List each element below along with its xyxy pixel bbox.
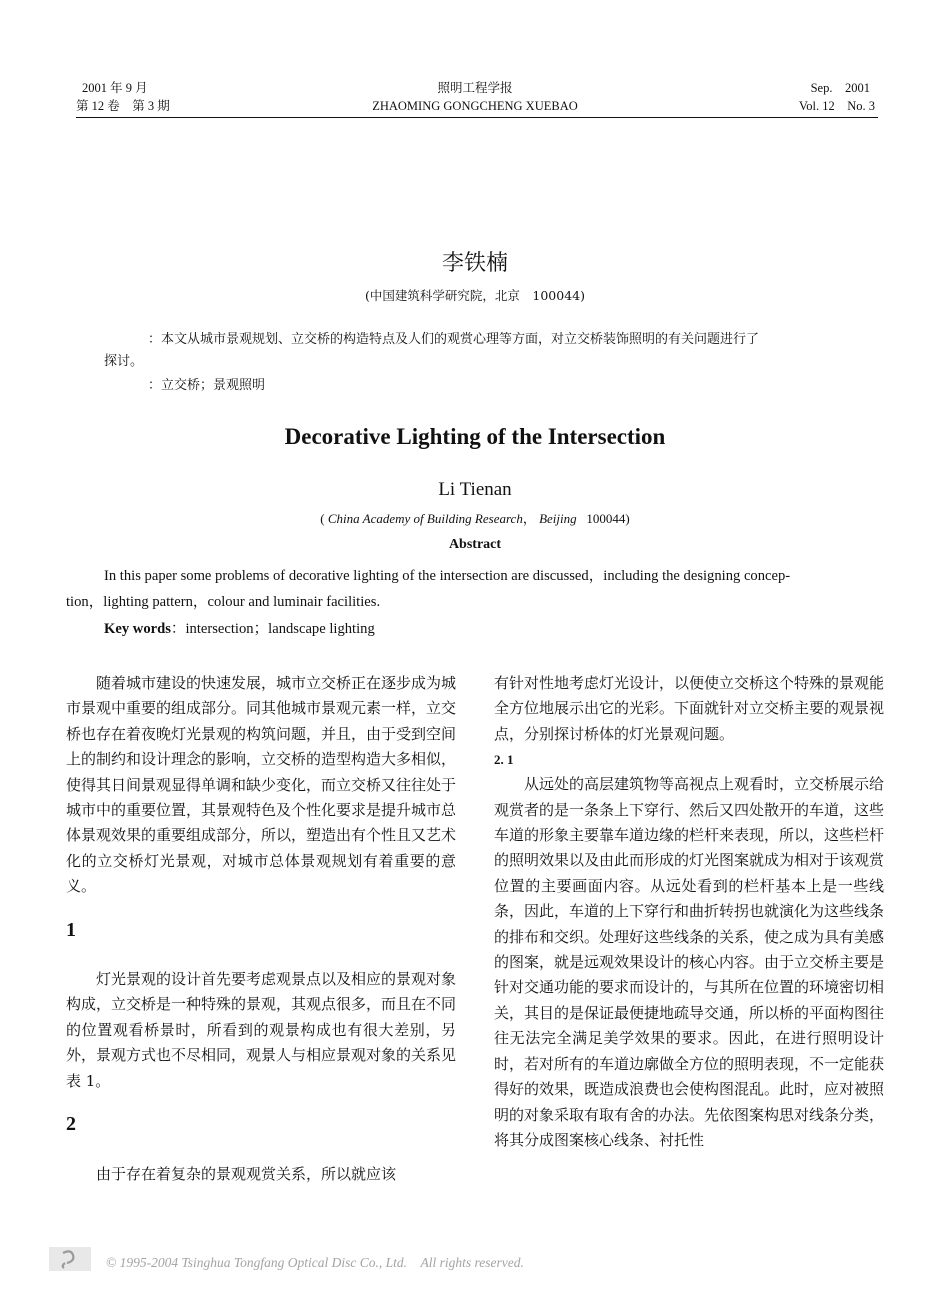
affiliation-cn: (中国建筑科学研究院，北京 100044)	[365, 288, 585, 303]
abstract-en-line1: In this paper some problems of decorative lighting of the intersection are discussed，including the designing concep-	[104, 568, 791, 584]
publisher-logo	[49, 1247, 91, 1271]
abstract-cn-prefix: ：	[148, 332, 162, 347]
section-1-heading: 1	[66, 918, 76, 941]
section-2-heading: 2	[66, 1113, 76, 1136]
journal-volume: 第 12 卷 第 3 期	[76, 99, 170, 113]
intro-paragraph: 随着城市建设的快速发展，城市立交桥正在逐步成为城市景观中重要的组成部分。同其他城市景观元素一样，立交桥也存在着夜晚灯光景观的构筑问题，并且，由于受到空间上的制约和设计理念的影响，立交桥的造型构造大多相似，使得其日间景观显得单调和缺少变化，而立交桥又往往处于城市中的重要位置，其景观特色及个性化要求是提升城市总体景观效果的重要组成部分，所以，塑造出有个性且又艺术化的立交桥灯光景观，对城市总体景观规划有着重要的意义。	[66, 674, 457, 896]
affiliation-en-city: Beijing	[539, 511, 577, 526]
abstract-cn	[148, 329, 868, 351]
journal-volume-en: Vol. 12 No. 3	[798, 99, 875, 113]
title-en: Decorative Lighting of the Intersection	[284, 424, 666, 449]
keywords-en	[104, 617, 375, 642]
affiliation-en-sep: ，	[522, 511, 536, 526]
left-column	[66, 671, 456, 1187]
right-column	[494, 671, 884, 1153]
affiliation-en-institute: China Academy of Building Research	[327, 511, 523, 526]
affiliation-en	[0, 508, 950, 527]
affiliation-en-postcode: 100044)	[586, 511, 630, 526]
right-paragraph-1: 有针对性地考虑灯光设计，以便使立交桥这个特殊的景观能全方位地展示出它的光彩。下面就针对立交桥主要的观景视点，分别探讨桥体的灯光景观问题。	[494, 674, 885, 743]
author-cn: 李铁楠	[441, 251, 508, 276]
abstract-en-line2: tion，lighting pattern，colour and luminair facilities.	[66, 594, 381, 610]
journal-date: 2001 年 9 月	[82, 81, 148, 95]
right-paragraph-2: 从远处的高层建筑物等高视点上观看时，立交桥展示给观赏者的是一条条上下穿行、然后又四处散开的车道，这些车道的形象主要靠车道边缘的栏杆来表现，所以，这些栏杆的照明效果以及由此而形成的灯光图案就成为相对于该观赏位置的主要画面内容。从远处看到的栏杆基本上是一些线条，因此，车道的上下穿行和曲折转拐也就演化为这些线条的排布和交织。处理好这些线条的关系，使之成为具有美感的图案，就是远观效果设计的核心内容。由于立交桥主要是针对交通功能的要求而设计的，与其所在位置的环境密切相关，其目的是保证最便捷地疏导交通，所以桥的平面构图往往无法完全满足美学效果的要求。因此，在进行照明设计时，若对所有的车道边廓做全方位的照明表现，不一定能获得好的效果，既造成浪费也会使构图混乱。此时，应对被照明的对象采取有取有舍的办法。先依图案构思对线条分类，将其分成图案核心线条、衬托性	[494, 775, 885, 1149]
section-1-paragraph: 灯光景观的设计首先要考虑观景点以及相应的景观对象构成，立交桥是一种特殊的景观，其观点很多，而且在不同的位置观看桥景时，所看到的观景构成也有很大差别，另外，景观方式也不尽相同，观景人与相应景观对象的关系见表 1。	[66, 970, 457, 1090]
abstract-cn-text: 本文从城市景观规划、立交桥的构造特点及人们的观赏心理等方面，对立交桥装饰照明的有关问题进行了	[161, 332, 760, 347]
abstract-heading: Abstract	[448, 537, 502, 552]
section-2-paragraph: 由于存在着复杂的景观观赏关系，所以就应该	[96, 1164, 397, 1183]
keywords-cn-text: 立交桥；景观照明	[161, 378, 266, 393]
journal-date-en: Sep. 2001	[810, 81, 870, 95]
keywords-cn	[148, 375, 265, 397]
keywords-cn-prefix: ：	[148, 378, 162, 393]
journal-name-en: ZHAOMING GONGCHENG XUEBAO	[372, 99, 578, 113]
keywords-en-text: ：intersection；landscape lighting	[170, 621, 375, 637]
subsection-2-1-heading: 2. 1	[494, 752, 514, 768]
journal-name-cn: 照明工程学报	[437, 81, 513, 95]
keywords-en-label: Key words	[104, 621, 171, 637]
copyright-footer: © 1995-2004 Tsinghua Tongfang Optical Disc Co., Ltd. All rights reserved.	[106, 1255, 524, 1270]
affiliation-en-open: (	[320, 511, 325, 526]
author-en: Li Tienan	[438, 479, 512, 500]
header-rule	[76, 117, 878, 118]
abstract-cn-continued: 探讨。	[104, 354, 144, 369]
